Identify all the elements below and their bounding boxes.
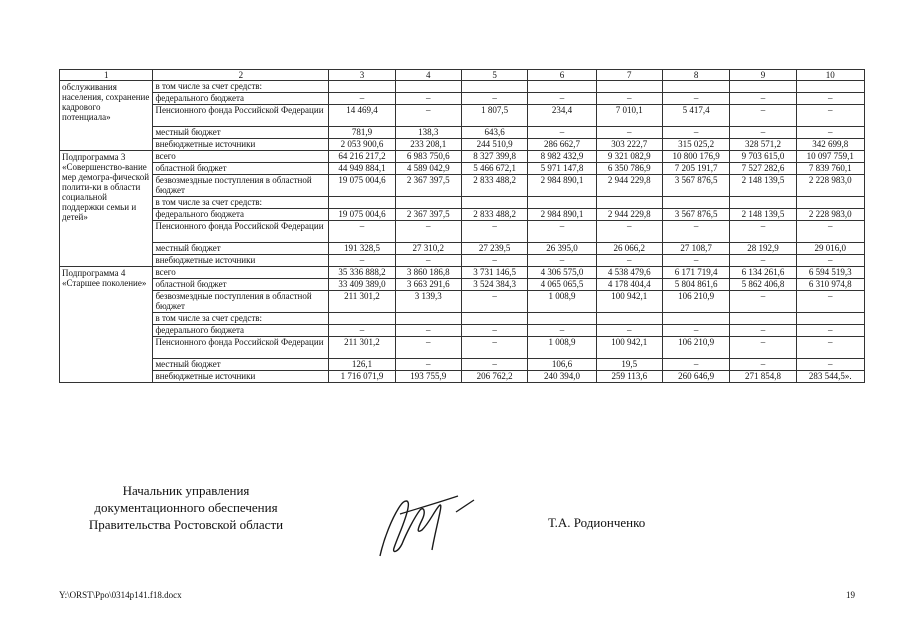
funding-source-label: внебюджетные источники <box>153 371 329 383</box>
program-name-cell: обслуживания населения, сохранение кадрового потенциала» <box>60 81 153 151</box>
value-cell: 9 703 615,0 <box>730 151 796 163</box>
value-cell: 5 862 406,8 <box>730 279 796 291</box>
table-row <box>60 291 865 313</box>
value-cell: 2 148 139,5 <box>730 175 796 197</box>
funding-source-label: местный бюджет <box>153 359 329 371</box>
value-cell: – <box>596 255 662 267</box>
value-cell: – <box>596 127 662 139</box>
value-cell: 35 336 888,2 <box>329 267 395 279</box>
value-cell: 2 833 488,2 <box>461 175 527 197</box>
value-cell: 5 804 861,6 <box>662 279 729 291</box>
value-cell: 27 239,5 <box>461 243 527 255</box>
value-cell: – <box>662 221 729 243</box>
value-cell: – <box>796 359 864 371</box>
value-cell: – <box>461 337 527 359</box>
value-cell: – <box>730 93 796 105</box>
funding-source-label: федерального бюджета <box>153 93 329 105</box>
value-cell: – <box>528 325 596 337</box>
value-cell: – <box>662 93 729 105</box>
column-header: 1 <box>60 70 153 81</box>
value-cell: 1 716 071,9 <box>329 371 395 383</box>
value-cell: – <box>329 221 395 243</box>
value-cell: – <box>528 221 596 243</box>
value-cell: 6 350 786,9 <box>596 163 662 175</box>
value-cell: 126,1 <box>329 359 395 371</box>
value-cell: – <box>395 325 461 337</box>
value-cell: – <box>596 93 662 105</box>
value-cell: 4 589 042,9 <box>395 163 461 175</box>
value-cell: – <box>329 93 395 105</box>
funding-source-label: безвозмездные поступления в областной бюджет <box>153 175 329 197</box>
table-row <box>60 313 865 325</box>
value-cell: – <box>528 93 596 105</box>
value-cell: – <box>796 291 864 313</box>
value-cell: 6 983 750,6 <box>395 151 461 163</box>
value-cell: – <box>730 337 796 359</box>
table-row <box>60 267 865 279</box>
footer-file-path: Y:\ORST\Ppo\0314p141.f18.docx <box>59 590 182 600</box>
value-cell: – <box>796 127 864 139</box>
value-cell <box>730 197 796 209</box>
value-cell <box>395 197 461 209</box>
value-cell: 6 134 261,6 <box>730 267 796 279</box>
value-cell: 106,6 <box>528 359 596 371</box>
signatory-title-line: Начальник управления <box>122 483 250 498</box>
table-row <box>60 163 865 175</box>
value-cell: 244 510,9 <box>461 139 527 151</box>
value-cell: 2 833 488,2 <box>461 209 527 221</box>
value-cell <box>662 197 729 209</box>
value-cell: 3 139,3 <box>395 291 461 313</box>
value-cell: 3 860 186,8 <box>395 267 461 279</box>
value-cell: 6 310 974,8 <box>796 279 864 291</box>
value-cell: 4 538 479,6 <box>596 267 662 279</box>
value-cell: 240 394,0 <box>528 371 596 383</box>
value-cell: – <box>395 337 461 359</box>
value-cell: – <box>796 337 864 359</box>
value-cell: 26 066,2 <box>596 243 662 255</box>
value-cell: – <box>730 325 796 337</box>
value-cell: 1 008,9 <box>528 337 596 359</box>
funding-source-label: областной бюджет <box>153 279 329 291</box>
value-cell: 2 148 139,5 <box>730 209 796 221</box>
value-cell: – <box>395 359 461 371</box>
column-header: 7 <box>596 70 662 81</box>
value-cell <box>461 81 527 93</box>
table-row <box>60 197 865 209</box>
value-cell: 3 567 876,5 <box>662 175 729 197</box>
value-cell: 138,3 <box>395 127 461 139</box>
value-cell <box>528 197 596 209</box>
value-cell: 1 807,5 <box>461 105 527 127</box>
value-cell <box>796 81 864 93</box>
value-cell: 26 395,0 <box>528 243 596 255</box>
funding-source-label: федерального бюджета <box>153 325 329 337</box>
value-cell: 260 646,9 <box>662 371 729 383</box>
value-cell: 5 466 672,1 <box>461 163 527 175</box>
value-cell: 8 982 432,9 <box>528 151 596 163</box>
funding-source-label: всего <box>153 267 329 279</box>
value-cell: 315 025,2 <box>662 139 729 151</box>
value-cell <box>395 313 461 325</box>
value-cell: 7 010,1 <box>596 105 662 127</box>
value-cell <box>461 313 527 325</box>
value-cell: 6 171 719,4 <box>662 267 729 279</box>
column-header: 10 <box>796 70 864 81</box>
funding-source-label: федерального бюджета <box>153 209 329 221</box>
value-cell: 106 210,9 <box>662 291 729 313</box>
table-row <box>60 127 865 139</box>
value-cell: 27 310,2 <box>395 243 461 255</box>
value-cell <box>730 81 796 93</box>
value-cell: – <box>796 105 864 127</box>
funding-source-label: внебюджетные источники <box>153 255 329 267</box>
table-row <box>60 221 865 243</box>
value-cell: – <box>730 127 796 139</box>
value-cell: – <box>395 221 461 243</box>
value-cell: – <box>662 325 729 337</box>
value-cell: 100 942,1 <box>596 291 662 313</box>
value-cell: – <box>596 221 662 243</box>
value-cell: – <box>796 255 864 267</box>
value-cell: 303 222,7 <box>596 139 662 151</box>
value-cell: 2 944 229,8 <box>596 175 662 197</box>
value-cell <box>329 313 395 325</box>
funding-source-label: в том числе за счет средств: <box>153 81 329 93</box>
value-cell: 5 417,4 <box>662 105 729 127</box>
value-cell: 211 301,2 <box>329 337 395 359</box>
value-cell: – <box>461 93 527 105</box>
value-cell: – <box>796 93 864 105</box>
value-cell: – <box>329 255 395 267</box>
value-cell: 781,9 <box>329 127 395 139</box>
value-cell <box>662 81 729 93</box>
value-cell: 4 178 404,4 <box>596 279 662 291</box>
value-cell: 100 942,1 <box>596 337 662 359</box>
table-row <box>60 337 865 359</box>
column-header: 9 <box>730 70 796 81</box>
value-cell <box>596 197 662 209</box>
value-cell: 19 075 004,6 <box>329 209 395 221</box>
value-cell: 64 216 217,2 <box>329 151 395 163</box>
value-cell: – <box>528 127 596 139</box>
value-cell <box>461 197 527 209</box>
column-header: 3 <box>329 70 395 81</box>
table-row <box>60 139 865 151</box>
value-cell: 33 409 389,0 <box>329 279 395 291</box>
value-cell: 2 228 983,0 <box>796 209 864 221</box>
value-cell: 7 839 760,1 <box>796 163 864 175</box>
table-row <box>60 175 865 197</box>
value-cell: 4 306 575,0 <box>528 267 596 279</box>
value-cell: – <box>395 93 461 105</box>
value-cell: 28 192,9 <box>730 243 796 255</box>
handwritten-signature <box>370 478 490 568</box>
value-cell: 283 544,5». <box>796 371 864 383</box>
value-cell: – <box>662 127 729 139</box>
value-cell: 9 321 082,9 <box>596 151 662 163</box>
value-cell: 259 113,6 <box>596 371 662 383</box>
value-cell: – <box>796 221 864 243</box>
value-cell: 44 949 884,1 <box>329 163 395 175</box>
value-cell <box>596 81 662 93</box>
value-cell: 6 594 519,3 <box>796 267 864 279</box>
value-cell: 2 367 397,5 <box>395 175 461 197</box>
funding-source-label: безвозмездные поступления в областной бюджет <box>153 291 329 313</box>
table-row <box>60 93 865 105</box>
funding-source-label: местный бюджет <box>153 243 329 255</box>
table-row <box>60 359 865 371</box>
value-cell <box>796 313 864 325</box>
page-number: 19 <box>846 590 855 600</box>
table-row <box>60 105 865 127</box>
value-cell: 7 527 282,6 <box>730 163 796 175</box>
value-cell: – <box>596 325 662 337</box>
funding-source-label: местный бюджет <box>153 127 329 139</box>
table-header-row <box>60 70 865 81</box>
funding-source-label: в том числе за счет средств: <box>153 197 329 209</box>
value-cell: – <box>461 221 527 243</box>
value-cell: – <box>730 105 796 127</box>
value-cell: 286 662,7 <box>528 139 596 151</box>
value-cell: 233 208,1 <box>395 139 461 151</box>
value-cell <box>528 313 596 325</box>
value-cell: – <box>395 105 461 127</box>
value-cell: 643,6 <box>461 127 527 139</box>
funding-source-label: областной бюджет <box>153 163 329 175</box>
value-cell: – <box>329 325 395 337</box>
signatory-title-line: документационного обеспечения <box>94 500 278 515</box>
funding-source-label: Пенсионного фонда Российской Федерации <box>153 105 329 127</box>
table-row <box>60 151 865 163</box>
value-cell <box>596 313 662 325</box>
value-cell: 211 301,2 <box>329 291 395 313</box>
value-cell: – <box>461 291 527 313</box>
value-cell: 3 524 384,3 <box>461 279 527 291</box>
value-cell: 3 731 146,5 <box>461 267 527 279</box>
column-header: 8 <box>662 70 729 81</box>
table-row <box>60 243 865 255</box>
value-cell <box>329 197 395 209</box>
table-row <box>60 325 865 337</box>
value-cell <box>662 313 729 325</box>
value-cell: 27 108,7 <box>662 243 729 255</box>
value-cell <box>796 197 864 209</box>
column-header: 6 <box>528 70 596 81</box>
value-cell: – <box>662 255 729 267</box>
value-cell: 234,4 <box>528 105 596 127</box>
value-cell <box>730 313 796 325</box>
signatory-name: Т.А. Родионченко <box>548 515 646 530</box>
value-cell <box>329 81 395 93</box>
table-row <box>60 209 865 221</box>
column-header: 2 <box>153 70 329 81</box>
value-cell: 342 699,8 <box>796 139 864 151</box>
table-row <box>60 279 865 291</box>
value-cell: – <box>730 255 796 267</box>
value-cell: 328 571,2 <box>730 139 796 151</box>
table-row <box>60 371 865 383</box>
value-cell: – <box>528 255 596 267</box>
value-cell: 2 228 983,0 <box>796 175 864 197</box>
value-cell: 14 469,4 <box>329 105 395 127</box>
value-cell: 193 755,9 <box>395 371 461 383</box>
value-cell: 29 016,0 <box>796 243 864 255</box>
value-cell: 206 762,2 <box>461 371 527 383</box>
value-cell: – <box>730 359 796 371</box>
value-cell <box>395 81 461 93</box>
value-cell: 191 328,5 <box>329 243 395 255</box>
value-cell: 3 567 876,5 <box>662 209 729 221</box>
value-cell <box>528 81 596 93</box>
value-cell: 3 663 291,6 <box>395 279 461 291</box>
value-cell: – <box>395 255 461 267</box>
value-cell: 4 065 065,5 <box>528 279 596 291</box>
value-cell: 2 367 397,5 <box>395 209 461 221</box>
funding-source-label: всего <box>153 151 329 163</box>
value-cell: 10 097 759,1 <box>796 151 864 163</box>
funding-source-label: Пенсионного фонда Российской Федерации <box>153 337 329 359</box>
value-cell: 19,5 <box>596 359 662 371</box>
value-cell: 2 984 890,1 <box>528 209 596 221</box>
value-cell: 2 053 900,6 <box>329 139 395 151</box>
funding-source-label: внебюджетные источники <box>153 139 329 151</box>
value-cell: 10 800 176,9 <box>662 151 729 163</box>
value-cell: 2 984 890,1 <box>528 175 596 197</box>
table-row <box>60 81 865 93</box>
value-cell: 19 075 004,6 <box>329 175 395 197</box>
value-cell: – <box>461 359 527 371</box>
value-cell: – <box>730 291 796 313</box>
value-cell: – <box>796 325 864 337</box>
column-header: 5 <box>461 70 527 81</box>
value-cell: – <box>662 359 729 371</box>
funding-source-label: Пенсионного фонда Российской Федерации <box>153 221 329 243</box>
value-cell: 7 205 191,7 <box>662 163 729 175</box>
program-name-cell: Подпрограмма 3 «Совершенство-вание мер демогра-фической полити-ки в области социальной поддержки семьи и детей» <box>60 151 153 267</box>
value-cell: 5 971 147,8 <box>528 163 596 175</box>
value-cell: – <box>461 255 527 267</box>
program-name-cell: Подпрограмма 4 «Старшее поколение» <box>60 267 153 383</box>
column-header: 4 <box>395 70 461 81</box>
funding-source-label: в том числе за счет средств: <box>153 313 329 325</box>
value-cell: 1 008,9 <box>528 291 596 313</box>
table-row <box>60 255 865 267</box>
value-cell: 8 327 399,8 <box>461 151 527 163</box>
value-cell: – <box>730 221 796 243</box>
signatory-title <box>86 482 286 533</box>
value-cell: – <box>461 325 527 337</box>
value-cell: 2 944 229,8 <box>596 209 662 221</box>
signatory-title-line: Правительства Ростовской области <box>88 517 284 532</box>
value-cell: 271 854,8 <box>730 371 796 383</box>
budget-table <box>59 69 865 383</box>
value-cell: 106 210,9 <box>662 337 729 359</box>
